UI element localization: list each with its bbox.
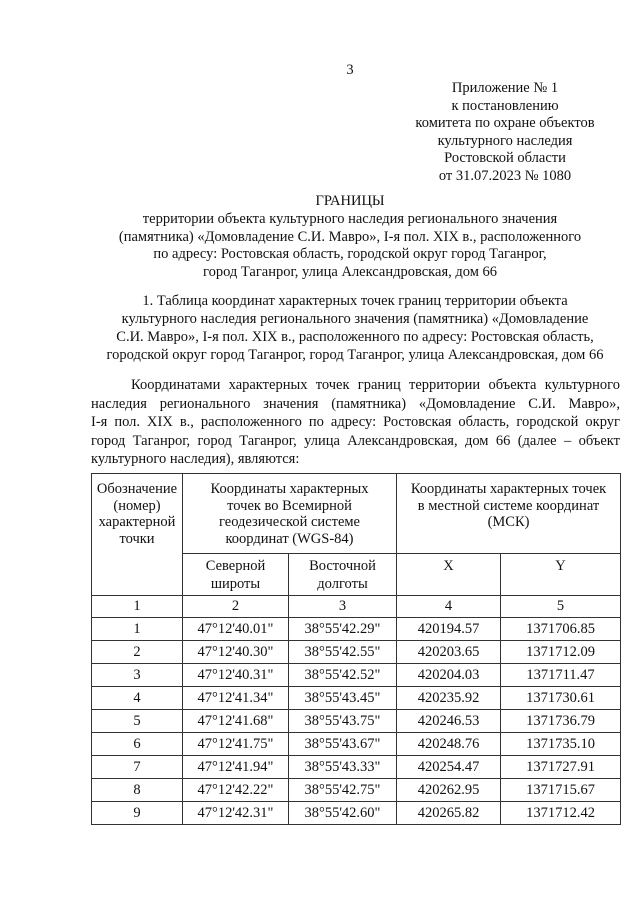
appendix-line: Ростовской области [444, 150, 566, 167]
table-header-row [92, 474, 621, 554]
table-row [92, 733, 621, 756]
longitude-cell: 38°55'42.52" [289, 664, 397, 687]
header-point-designation: Обозначение (номер) характерной точки [92, 474, 183, 596]
point-number: 6 [92, 733, 183, 756]
intro-paragraph [91, 376, 620, 469]
latitude-cell: 47°12'42.22" [183, 779, 289, 802]
table-row [92, 687, 621, 710]
x-cell: 420204.03 [397, 664, 501, 687]
latitude-cell: 47°12'41.68" [183, 710, 289, 733]
page-number: 3 [346, 62, 354, 78]
latitude-cell: 47°12'41.75" [183, 733, 289, 756]
x-cell: 420246.53 [397, 710, 501, 733]
intro-line: наследия регионального значения (памятника) «Домовладение С.И. Мавро», [91, 395, 620, 412]
column-number: 2 [183, 596, 289, 618]
section-line: 1. Таблица координат характерных точек границ территории объекта [142, 293, 568, 309]
y-cell: 1371730.61 [501, 687, 621, 710]
latitude-cell: 47°12'40.31" [183, 664, 289, 687]
appendix-line: комитета по охране объектов [415, 115, 595, 132]
longitude-cell: 38°55'42.60" [289, 802, 397, 825]
y-cell: 1371735.10 [501, 733, 621, 756]
point-number: 5 [92, 710, 183, 733]
header-longitude: Восточной долготы [289, 554, 397, 596]
coordinates-table [91, 473, 621, 825]
x-cell: 420265.82 [397, 802, 501, 825]
longitude-cell: 38°55'42.29" [289, 618, 397, 641]
subtitle-line: город Таганрог, улица Александровская, дом 66 [202, 263, 498, 280]
section-line: С.И. Мавро», I-я пол. XIX в., расположенного по адресу: Ростовская область, [116, 329, 594, 345]
point-number: 1 [92, 618, 183, 641]
table-row [92, 779, 621, 802]
intro-line: город Таганрог, город Таганрог, улица Александровская, дом 66 (далее – объект [91, 432, 620, 449]
point-number: 9 [92, 802, 183, 825]
column-number: 3 [289, 596, 397, 618]
point-number: 7 [92, 756, 183, 779]
y-cell: 1371706.85 [501, 618, 621, 641]
latitude-cell: 47°12'40.30" [183, 641, 289, 664]
appendix-line: от 31.07.2023 № 1080 [438, 167, 572, 184]
x-cell: 420248.76 [397, 733, 501, 756]
x-cell: 420262.95 [397, 779, 501, 802]
subtitle-line: территории объекта культурного наследия регионального значения [142, 211, 558, 227]
y-cell: 1371712.42 [501, 802, 621, 825]
section-line: культурного наследия регионального значения (памятника) «Домовладение [121, 311, 589, 327]
section-heading [90, 292, 620, 364]
y-cell: 1371727.91 [501, 756, 621, 779]
y-cell: 1371712.09 [501, 641, 621, 664]
header-wgs84: Координаты характерных точек во Всемирной геодезической системе координат (WGS-84) [183, 474, 397, 554]
subtitle-line: по адресу: Ростовская область, городской округ город Таганрог, [153, 246, 547, 263]
latitude-cell: 47°12'40.01" [183, 618, 289, 641]
longitude-cell: 38°55'43.75" [289, 710, 397, 733]
column-number-row [92, 596, 621, 618]
header-latitude: Северной широты [183, 554, 289, 596]
table-row [92, 618, 621, 641]
appendix-block [390, 80, 620, 186]
table-row [92, 641, 621, 664]
latitude-cell: 47°12'42.31" [183, 802, 289, 825]
subtitle-line: (памятника) «Домовладение С.И. Мавро», I-я пол. XIX в., расположенного [118, 228, 582, 245]
longitude-cell: 38°55'42.55" [289, 641, 397, 664]
intro-line: I-я пол. XIX в., расположенного по адресу: Ростовская область, городской округ [91, 414, 620, 430]
header-y: Y [501, 554, 621, 596]
longitude-cell: 38°55'43.33" [289, 756, 397, 779]
intro-line: культурного наследия), являются: [91, 451, 300, 467]
x-cell: 420254.47 [397, 756, 501, 779]
y-cell: 1371715.67 [501, 779, 621, 802]
y-cell: 1371736.79 [501, 710, 621, 733]
point-number: 4 [92, 687, 183, 710]
latitude-cell: 47°12'41.94" [183, 756, 289, 779]
y-cell: 1371711.47 [501, 664, 621, 687]
appendix-line: Приложение № 1 [451, 80, 559, 96]
table-row [92, 710, 621, 733]
column-number: 1 [92, 596, 183, 618]
column-number: 4 [397, 596, 501, 618]
longitude-cell: 38°55'43.67" [289, 733, 397, 756]
x-cell: 420203.65 [397, 641, 501, 664]
point-number: 2 [92, 641, 183, 664]
point-number: 3 [92, 664, 183, 687]
longitude-cell: 38°55'42.75" [289, 779, 397, 802]
latitude-cell: 47°12'41.34" [183, 687, 289, 710]
appendix-line: к постановлению [451, 97, 559, 114]
table-row [92, 756, 621, 779]
x-cell: 420235.92 [397, 687, 501, 710]
header-msk: Координаты характерных точек в местной системе координат (МСК) [397, 474, 621, 554]
longitude-cell: 38°55'43.45" [289, 687, 397, 710]
document-title: ГРАНИЦЫ [315, 193, 385, 209]
header-x: X [397, 554, 501, 596]
document-subtitle [80, 211, 620, 281]
appendix-line: культурного наследия [437, 132, 573, 149]
column-number: 5 [501, 596, 621, 618]
section-line: городской округ город Таганрог, город Таганрог, улица Александровская, дом 66 [106, 347, 604, 363]
point-number: 8 [92, 779, 183, 802]
table-row [92, 802, 621, 825]
x-cell: 420194.57 [397, 618, 501, 641]
intro-line: Координатами характерных точек границ территории объекта культурного [131, 377, 620, 393]
table-row [92, 664, 621, 687]
